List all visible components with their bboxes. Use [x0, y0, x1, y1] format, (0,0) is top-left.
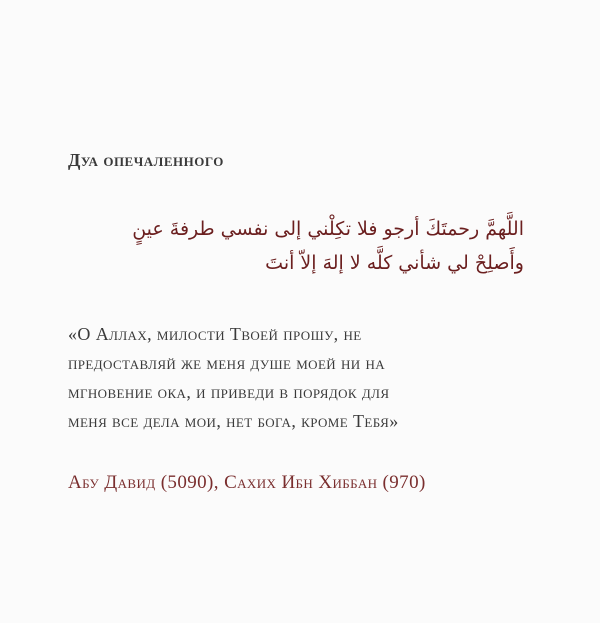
- translation-text: [68, 320, 538, 436]
- arabic-line: وأَصلِحْ لي شأني كلَّه لا إلهَ إلاّ أنتَ: [265, 252, 524, 274]
- dua-card: [68, 148, 538, 496]
- translation-line: предоставляй же меня душе моей ни на: [68, 353, 386, 373]
- arabic-line: اللَّهمَّ رحمتَكَ أرجو فلا تكِلْني إلى نفسي طرفةَ عينٍ: [132, 218, 524, 240]
- translation-line: мгновение ока, и приведи в порядок для: [68, 382, 390, 402]
- arabic-text: [68, 212, 524, 280]
- translation-line: меня все дела мои, нет бога, кроме Тебя»: [68, 411, 399, 431]
- translation-line: «О Аллах, милости Твоей прошу, не: [68, 324, 362, 344]
- source-reference: Абу Давид (5090), Сахих Ибн Хиббан (970): [68, 472, 426, 493]
- dua-title: Дуа опечаленного: [68, 150, 224, 170]
